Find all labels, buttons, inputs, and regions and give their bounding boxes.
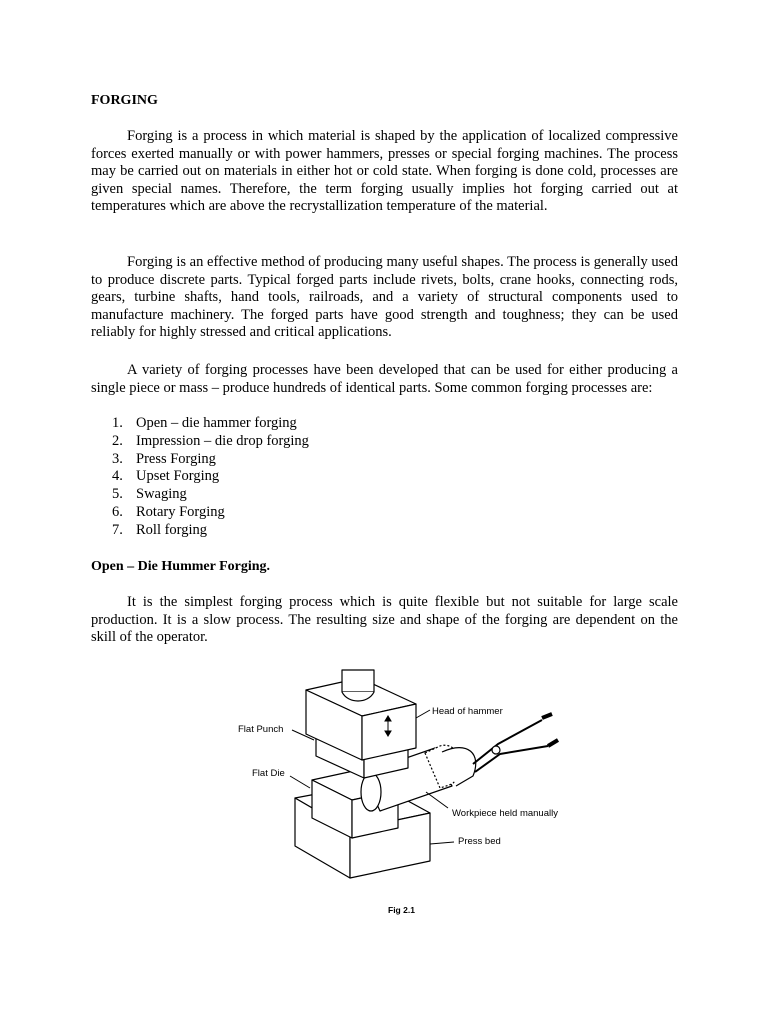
label-flat-punch: Flat Punch [238,724,284,735]
paragraph-processes-intro [91,362,678,397]
label-head-of-hammer: Head of hammer [432,706,503,717]
leader-workpiece [426,792,448,808]
list-label: Roll forging [136,521,208,538]
list-number: 2. [112,432,123,449]
list-label: Upset Forging [136,468,220,485]
label-flat-die: Flat Die [252,768,285,779]
label-workpiece: Workpiece held manually [452,808,558,819]
process-list [91,415,309,540]
list-item [91,486,309,504]
list-item [91,451,309,469]
tongs [473,720,548,772]
list-number: 1. [112,415,123,431]
label-press-bed: Press bed [458,836,501,847]
list-label: Impression – die drop forging [136,432,309,449]
list-number: 7. [112,521,123,538]
tong-grip-upper [542,714,552,718]
leader-press-bed [430,842,454,844]
paragraph-uses [91,254,678,342]
paragraph-uses-text: Forging is an effective method of producing many useful shapes. The process is generally used to produce discrete parts. Typical forged parts include rivets, bolts, crane hooks, connecting rods, gears, turbine shafts, hand tools, railroads, and a variety of structural components used to manufacture machinery. The forged parts have good strength and toughness; they can be used reliably for highly stressed and critical applications. [91,254,678,341]
leader-flat-die [290,776,310,788]
forging-diagram [230,668,590,918]
list-item [91,468,309,486]
paragraph-processes-intro-text: A variety of forging processes have been developed that can be used for either producing a single piece or mass – produce hundreds of identical parts. Some common forging processes are: [91,362,678,396]
section-subheading: Open – Die Hummer Forging. [91,559,271,574]
list-number: 4. [112,468,123,485]
paragraph-intro-text: Forging is a process in which material is shaped by the application of localized compressive forces exerted manually or with power hammers, presses or special forging machines. The process may be carried out on materials in either hot or cold state. When forging is done cold, processes are given special names. Therefore, the term forging usually implies hot forging carried out at temperatures which are above the recrystallization temperature of the material. [91,128,678,215]
list-item [91,433,309,451]
leader-head-of-hammer [416,710,430,718]
list-item [91,522,309,540]
paragraph-open-die-text: It is the simplest forging process which is quite flexible but not suitable for large scale production. It is a slow process. The resulting size and shape of the forging are dependent on the skill of the operator. [91,594,678,646]
page-heading: FORGING [91,93,158,108]
tong-grip-lower [548,740,558,746]
list-number: 3. [112,450,123,467]
paragraph-open-die [91,594,678,647]
paragraph-intro [91,128,678,216]
list-item [91,504,309,522]
list-label: Open – die hammer forging [136,415,297,431]
list-number: 6. [112,503,123,520]
list-number: 5. [112,486,123,503]
list-label: Rotary Forging [136,503,225,520]
list-label: Press Forging [136,450,216,467]
figure-caption: Fig 2.1 [388,905,415,915]
list-item [91,415,309,433]
list-label: Swaging [136,486,187,503]
